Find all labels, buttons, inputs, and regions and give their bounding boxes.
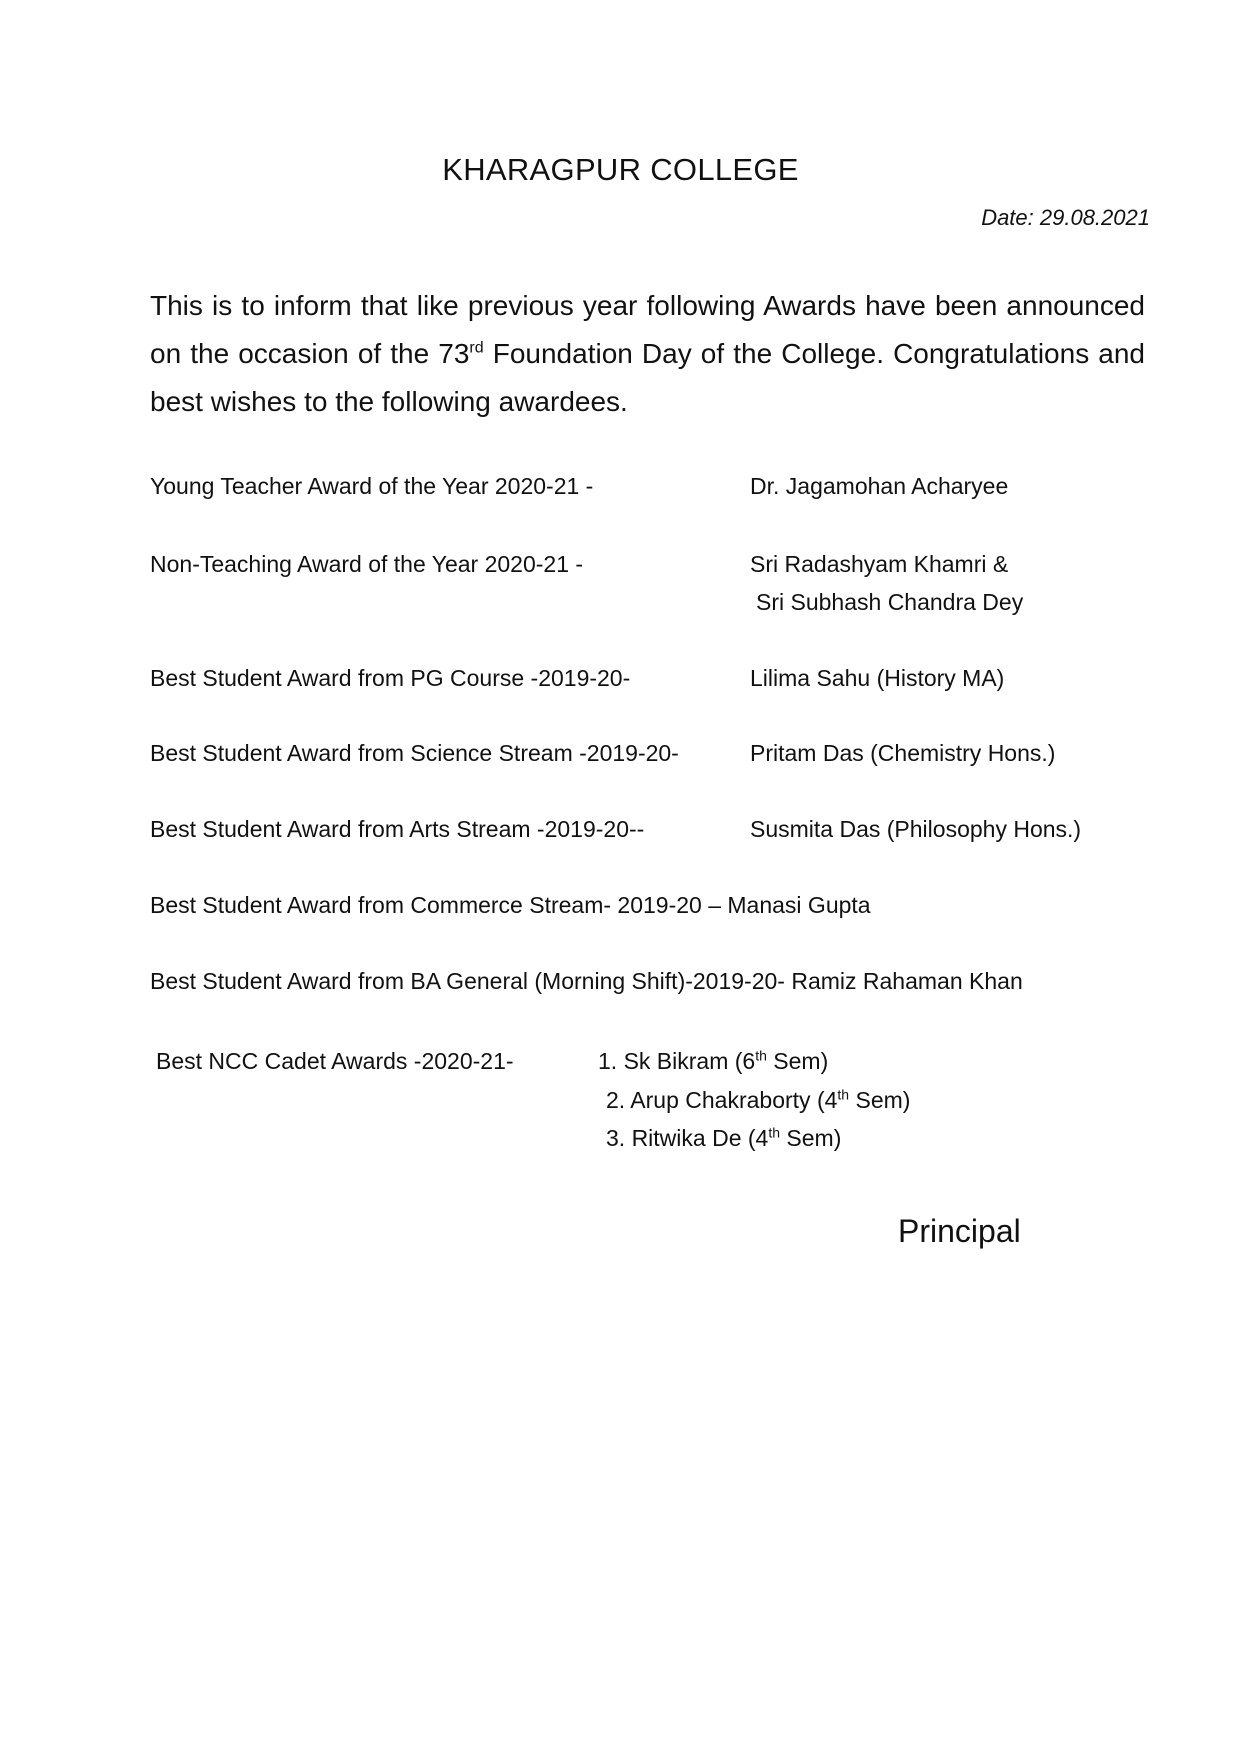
award-winner: Lilima Sahu (History MA): [750, 665, 1005, 691]
intro-text-start: This is to inform that like previous year following Awards have been announced on the occasion of the 73: [150, 290, 1145, 369]
college-title: KHARAGPUR COLLEGE: [442, 152, 799, 187]
award-row-inline: Best Student Award from BA General (Morning Shift)-2019-20- Ramiz Rahaman Khan: [150, 968, 1023, 994]
award-row-inline: Best Student Award from Commerce Stream- 2019-20 – Manasi Gupta: [150, 892, 871, 918]
ncc-cadet-item: [598, 1119, 910, 1158]
award-name: Best Student Award from Arts Stream -2019-20--: [150, 816, 645, 842]
award-winner-line1: Sri Radashyam Khamri &: [750, 551, 1009, 577]
ncc-cadet-sem: Sem): [849, 1086, 911, 1113]
award-name: Best Student Award from PG Course -2019-20-: [150, 665, 631, 691]
ncc-cadet-list: [598, 1042, 910, 1158]
intro-ordinal-suffix: rd: [469, 339, 484, 357]
ncc-cadet-name: 3. Ritwika De (4: [606, 1125, 769, 1151]
award-winner: Dr. Jagamohan Acharyee: [750, 473, 1009, 499]
award-row: [150, 810, 1082, 848]
intro-paragraph: [150, 282, 1145, 426]
ncc-cadet-ordinal: th: [755, 1047, 767, 1064]
award-row: [150, 659, 1005, 697]
award-name: Young Teacher Award of the Year 2020-21 -: [150, 473, 594, 499]
award-winner: [750, 545, 1023, 621]
ncc-cadet-ordinal: th: [768, 1124, 781, 1141]
award-name: Non-Teaching Award of the Year 2020-21 -: [150, 551, 584, 577]
ncc-cadet-name: 2. Arup Chakraborty (4: [606, 1086, 838, 1113]
ncc-cadet-item: [598, 1081, 910, 1120]
award-winner-line2: Sri Subhash Chandra Dey: [756, 589, 1024, 615]
award-winner: Susmita Das (Philosophy Hons.): [750, 816, 1082, 842]
signatory-title: Principal: [898, 1213, 1021, 1249]
award-row: [150, 734, 1056, 772]
notice-date: Date: 29.08.2021: [981, 205, 1150, 230]
ncc-cadet-item: [598, 1042, 910, 1081]
award-winner: Pritam Das (Chemistry Hons.): [750, 740, 1056, 766]
ncc-cadet-sem: Sem): [766, 1048, 829, 1074]
award-name: Best Student Award from Science Stream -2019-20-: [150, 740, 679, 766]
intro-text-end: Foundation Day of the College. Congratulations and best wishes to the following awardees.: [150, 338, 1145, 417]
ncc-cadet-ordinal: th: [837, 1085, 850, 1102]
award-row: [150, 545, 1024, 615]
ncc-award-label: Best NCC Cadet Awards -2020-21-: [156, 1048, 514, 1074]
ncc-cadet-name: 1. Sk Bikram (6: [598, 1048, 756, 1074]
award-row: [150, 467, 1009, 505]
ncc-cadet-sem: Sem): [780, 1125, 842, 1151]
